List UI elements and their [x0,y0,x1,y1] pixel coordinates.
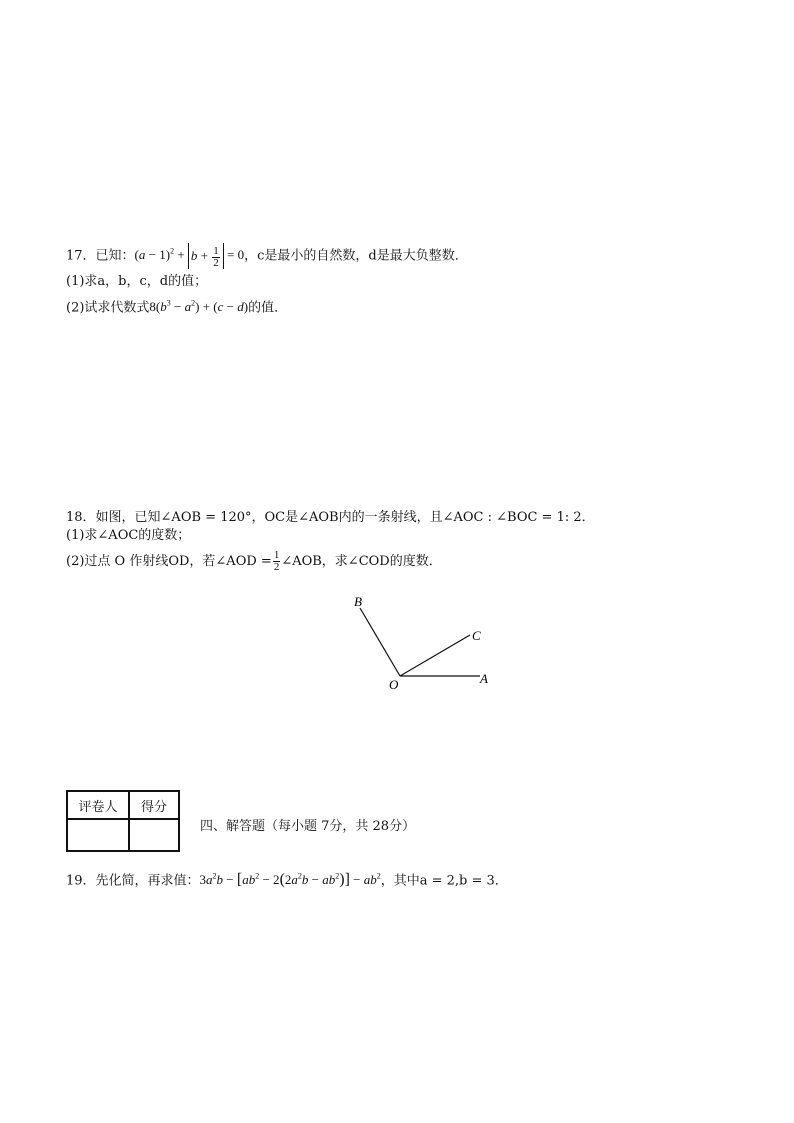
q17-expression: $8(b^3 - a^2) + (c - d)$ [149,299,249,315]
q19-expression: $3a^2b - [ab^2 - 2(2a^2b - ab^2)] - ab^2$ [199,871,381,889]
label-o: O [389,677,399,692]
q18-sub2-suffix: ∠AOB，求∠COD的度数． [281,554,442,569]
q17-sub2 [66,295,287,317]
q19-prefix: 19．先化简，再求值： [66,873,200,889]
q17-sub1: (1)求a，b，c，d的值； [66,274,208,289]
q17-stem [66,243,468,269]
grader-header: 评卷人 [67,791,129,819]
q17-equation: $(a - 1)^2 + b$ + $\frac{1}{2}$ = 0 [134,244,245,269]
half-fraction: $\frac{1}{2}$ [273,549,280,573]
q19-stem [66,868,508,890]
label-a: A [480,671,488,686]
section-title: 四、解答题（每小题 7分，共 28分） [200,819,416,834]
label-c: C [472,628,481,643]
score-table [66,790,180,852]
ray-ob [360,608,400,676]
angle-figure [340,590,510,700]
q17-sub2-prefix: (2)试求代数式 [66,300,150,316]
label-b: B [354,594,362,609]
q19-suffix: ，其中a = 2,b = 3． [380,873,508,889]
q18-stem: 18．如图，已知∠AOB = 120°，OC是∠AOB内的一条射线，且∠AOC : ∠BOC = 1: 2． [66,510,595,525]
q18-sub1: (1)求∠AOC的度数； [66,528,191,543]
ray-oc [400,635,470,676]
score-header: 得分 [129,791,179,819]
score-cell [129,819,179,851]
q17-sub2-suffix: 的值． [248,300,288,316]
q18-sub2-prefix: (2)过点 O 作射线OD，若∠AOD = [66,554,272,569]
q17-condition-text: ，c是最小的自然数，d是最大负整数． [244,248,468,264]
grader-cell [67,819,129,851]
q17-number: 17．已知： [66,248,135,264]
q18-sub2 [66,550,442,573]
